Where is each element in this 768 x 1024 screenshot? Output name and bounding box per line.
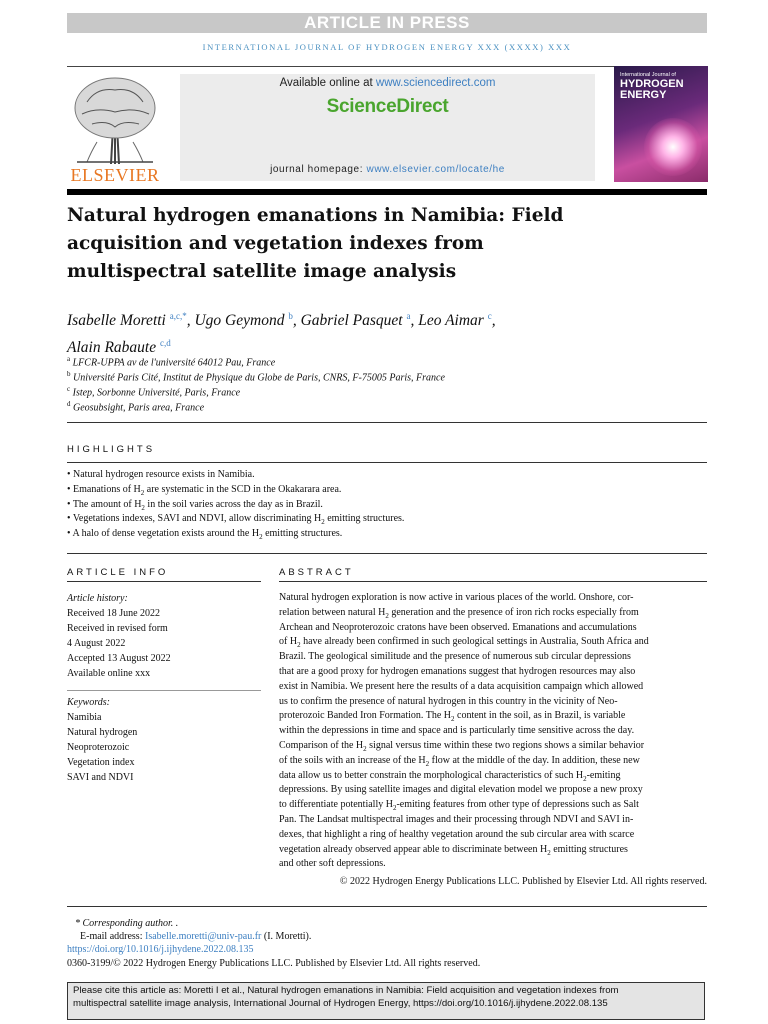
author-affiliation-marker[interactable]: a,c,* — [169, 311, 187, 321]
keyword-item: Vegetation index — [67, 757, 135, 768]
abstract-line: exist in Namibia. We present here the results of a data acquisition campaign which allowed — [279, 680, 644, 692]
author-name[interactable]: Leo Aimar — [418, 312, 484, 330]
affiliation-text: Université Paris Cité, Institut de Physique du Globe de Paris, CNRS, F-75005 Paris, France — [73, 372, 445, 384]
abstract-body — [279, 591, 707, 872]
citation-line-1: Please cite this article as: Moretti I et al., Natural hydrogen emanations in Namibia: Field acquisition and vegetation indexes from — [73, 985, 619, 996]
citation-line-2: multispectral satellite image analysis, International Journal of Hydrogen Energy, https://doi.org/10.1016/j.ijhydene.2022.08.135 — [73, 998, 608, 1009]
affiliation-text: LFCR-UPPA av de l'université 64012 Pau, France — [72, 357, 276, 369]
author-name[interactable]: Ugo Geymond — [194, 312, 285, 330]
history-item: Received in revised form — [67, 623, 168, 634]
header-top-rule — [67, 66, 707, 67]
title-line-2: acquisition and vegetation indexes from — [67, 233, 484, 254]
author-affiliation-marker[interactable]: c,d — [160, 338, 171, 349]
available-online-line — [180, 77, 595, 89]
abstract-line: that are a good proxy for hydrogen emanations suggest that hydrogen resources may also — [279, 665, 636, 677]
history-item: Received 18 June 2022 — [67, 608, 161, 619]
affiliation-text: Istep, Sorbonne Université, Paris, France — [72, 387, 241, 399]
author-name[interactable]: Alain Rabaute — [67, 339, 157, 357]
citation-box — [67, 982, 705, 1020]
issn-copyright-line: 0360-3199/© 2022 Hydrogen Energy Publications LLC. Published by Elsevier Ltd. All rights reserved. — [67, 958, 481, 969]
article-info-heading: ARTICLE INFO — [67, 567, 169, 578]
highlights-bottom-rule — [67, 553, 707, 554]
cover-glow-graphic — [644, 118, 702, 176]
email-line — [80, 930, 311, 943]
abstract-line: Brazil. The geological similitude and the presence of numerous sub circular depressions — [279, 651, 631, 663]
abstract-line: of $H_2$ have already been confirmed in such geological settings in Australia, South Africa and — [279, 636, 649, 650]
abstract-line: within the depressions in time and space and is particularly time sensitive across the day. — [279, 725, 635, 737]
abstract-line: proterozoic Banded Iron Formation. The $H_2$ content in the soil, as in Brazil, is variable — [279, 710, 626, 724]
available-online-label: Available online at — [279, 77, 373, 89]
email-suffix: (I. Moretti). — [263, 931, 312, 942]
email-label: E-mail address: — [80, 931, 143, 942]
abstract-line: relation between natural $H_2$ generation and the presence of iron rich rocks especially from — [279, 606, 639, 620]
abstract-line: to differentiate potentially $H_2$-emiting features from other type of depressions such as Salt — [279, 799, 639, 813]
history-item: 4 August 2022 — [67, 638, 126, 649]
abstract-line: vegetation already observed appear able to discriminate between $H_2$ emitting structures — [279, 843, 628, 857]
author-affiliation-marker[interactable]: b — [288, 311, 293, 321]
abstract-line: Archean and Neoproterozoic cratons have been observed. Emanations and accumulations — [279, 621, 637, 633]
abstract-line: Pan. The Landsat multispectral images and their processing through NDVI and SAVI in- — [279, 813, 634, 825]
highlight-item: • Vegetations indexes, SAVI and NDVI, allow discriminating $H_2$ emitting structures. — [67, 513, 405, 526]
journal-running-header: INTERNATIONAL JOURNAL OF HYDROGEN ENERGY XXX (XXXX) XXX — [202, 42, 572, 52]
abstract-rule — [279, 581, 707, 582]
abstract-line: us to confirm the presence of natural hydrogen in this country in the vicinity of Neo- — [279, 695, 618, 707]
title-line-3: multispectral satellite image analysis — [67, 261, 457, 282]
affiliation-marker: d — [67, 400, 71, 408]
title-line-1: Natural hydrogen emanations in Namibia: Field — [67, 205, 564, 226]
abstract-heading: ABSTRACT — [279, 567, 354, 578]
abstract-line: and other soft depressions. — [279, 858, 386, 870]
affiliation-marker: c — [67, 385, 71, 393]
author-name[interactable]: Gabriel Pasquet — [300, 312, 403, 330]
email-link[interactable]: Isabelle.moretti@univ-pau.fr — [144, 931, 262, 942]
abstract-line: dexes, that highlight a ring of healthy vegetation around the sub circular area with scarce — [279, 828, 635, 840]
footer-rule — [67, 906, 707, 907]
keyword-item: Namibia — [67, 712, 102, 723]
keywords-rule — [67, 690, 261, 691]
journal-cover-image — [614, 66, 708, 182]
history-item: Available online xxx — [67, 668, 151, 679]
sciencedirect-link[interactable]: www.sciencedirect.com — [375, 77, 496, 89]
article-history-label: Article history: — [67, 593, 128, 604]
author-affiliation-marker[interactable]: a — [406, 311, 411, 321]
author-name[interactable]: Isabelle Moretti — [67, 312, 166, 330]
highlights-top-rule — [67, 422, 707, 423]
homepage-link[interactable]: www.elsevier.com/locate/he — [366, 164, 505, 175]
abstract-line: Natural hydrogen exploration is now active in various places of the world. Onshore, cor- — [279, 592, 634, 603]
highlights-inner-rule — [67, 462, 707, 463]
doi-line — [67, 943, 253, 956]
abstract-line: of the soils with an increase of the $H_2$ flow at the middle of the day. In addition, these new — [279, 754, 640, 768]
homepage-label: journal homepage: — [270, 164, 364, 175]
highlights-heading: HIGHLIGHTS — [67, 444, 156, 455]
cover-title — [620, 79, 684, 101]
highlight-item: • Natural hydrogen resource exists in Namibia. — [67, 469, 255, 480]
article-info-rule — [67, 581, 261, 582]
elsevier-tree-logo — [67, 72, 163, 166]
elsevier-wordmark: ELSEVIER — [70, 165, 160, 185]
highlight-item: • A halo of dense vegetation exists around the $H_2$ emitting structures. — [67, 528, 343, 541]
keyword-item: SAVI and NDVI — [67, 772, 134, 783]
keyword-item: Neoproterozoic — [67, 742, 130, 753]
author-affiliation-marker[interactable]: c — [487, 311, 492, 321]
keywords-label: Keywords: — [67, 697, 110, 708]
highlight-item: • Emanations of $H_2$ are systematic in the SCD in the Okakarara area. — [67, 484, 342, 497]
header-bottom-rule — [67, 189, 707, 195]
cover-subtitle: International Journal of — [620, 72, 676, 78]
cover-title-line-1: HYDROGEN — [620, 78, 684, 90]
affiliation-marker: b — [67, 370, 71, 378]
affiliation-marker: a — [67, 355, 71, 363]
article-title — [67, 202, 667, 286]
doi-link[interactable]: https://doi.org/10.1016/j.ijhydene.2022.08.135 — [67, 944, 254, 955]
abstract-line: depressions. By using satellite images and digital elevation model we propose a new proxy — [279, 784, 643, 796]
sciencedirect-logo: ScienceDirect — [326, 96, 449, 117]
journal-homepage-line — [180, 164, 595, 175]
history-item: Accepted 13 August 2022 — [67, 653, 171, 664]
corresponding-author-note: * Corresponding author. . — [75, 918, 179, 929]
abstract-line: data allow us to better constrain the morphological characteristics of such $H_2$-emiting — [279, 769, 621, 783]
abstract-line: Comparison of the $H_2$ signal versus time within these two regions shows a similar behavior — [279, 739, 645, 753]
article-in-press-banner: ARTICLE IN PRESS — [67, 13, 707, 33]
affiliation-d — [67, 397, 204, 415]
keyword-item: Natural hydrogen — [67, 727, 138, 738]
highlight-item: • The amount of $H_2$ in the soil varies across the day as in Brazil. — [67, 499, 323, 512]
abstract-copyright: © 2022 Hydrogen Energy Publications LLC. Published by Elsevier Ltd. All rights reserved. — [339, 876, 707, 887]
author-list: Isabelle Moretti $^{a,c,*}$, Ugo Geymond $^b$, Gabriel Pasquet $^a$, Leo Aimar $^c$, Alain Rabaute $^{c,d}$ — [67, 311, 496, 357]
affiliation-text: Geosubsight, Paris area, France — [73, 402, 205, 414]
cover-title-line-2: ENERGY — [620, 89, 667, 101]
